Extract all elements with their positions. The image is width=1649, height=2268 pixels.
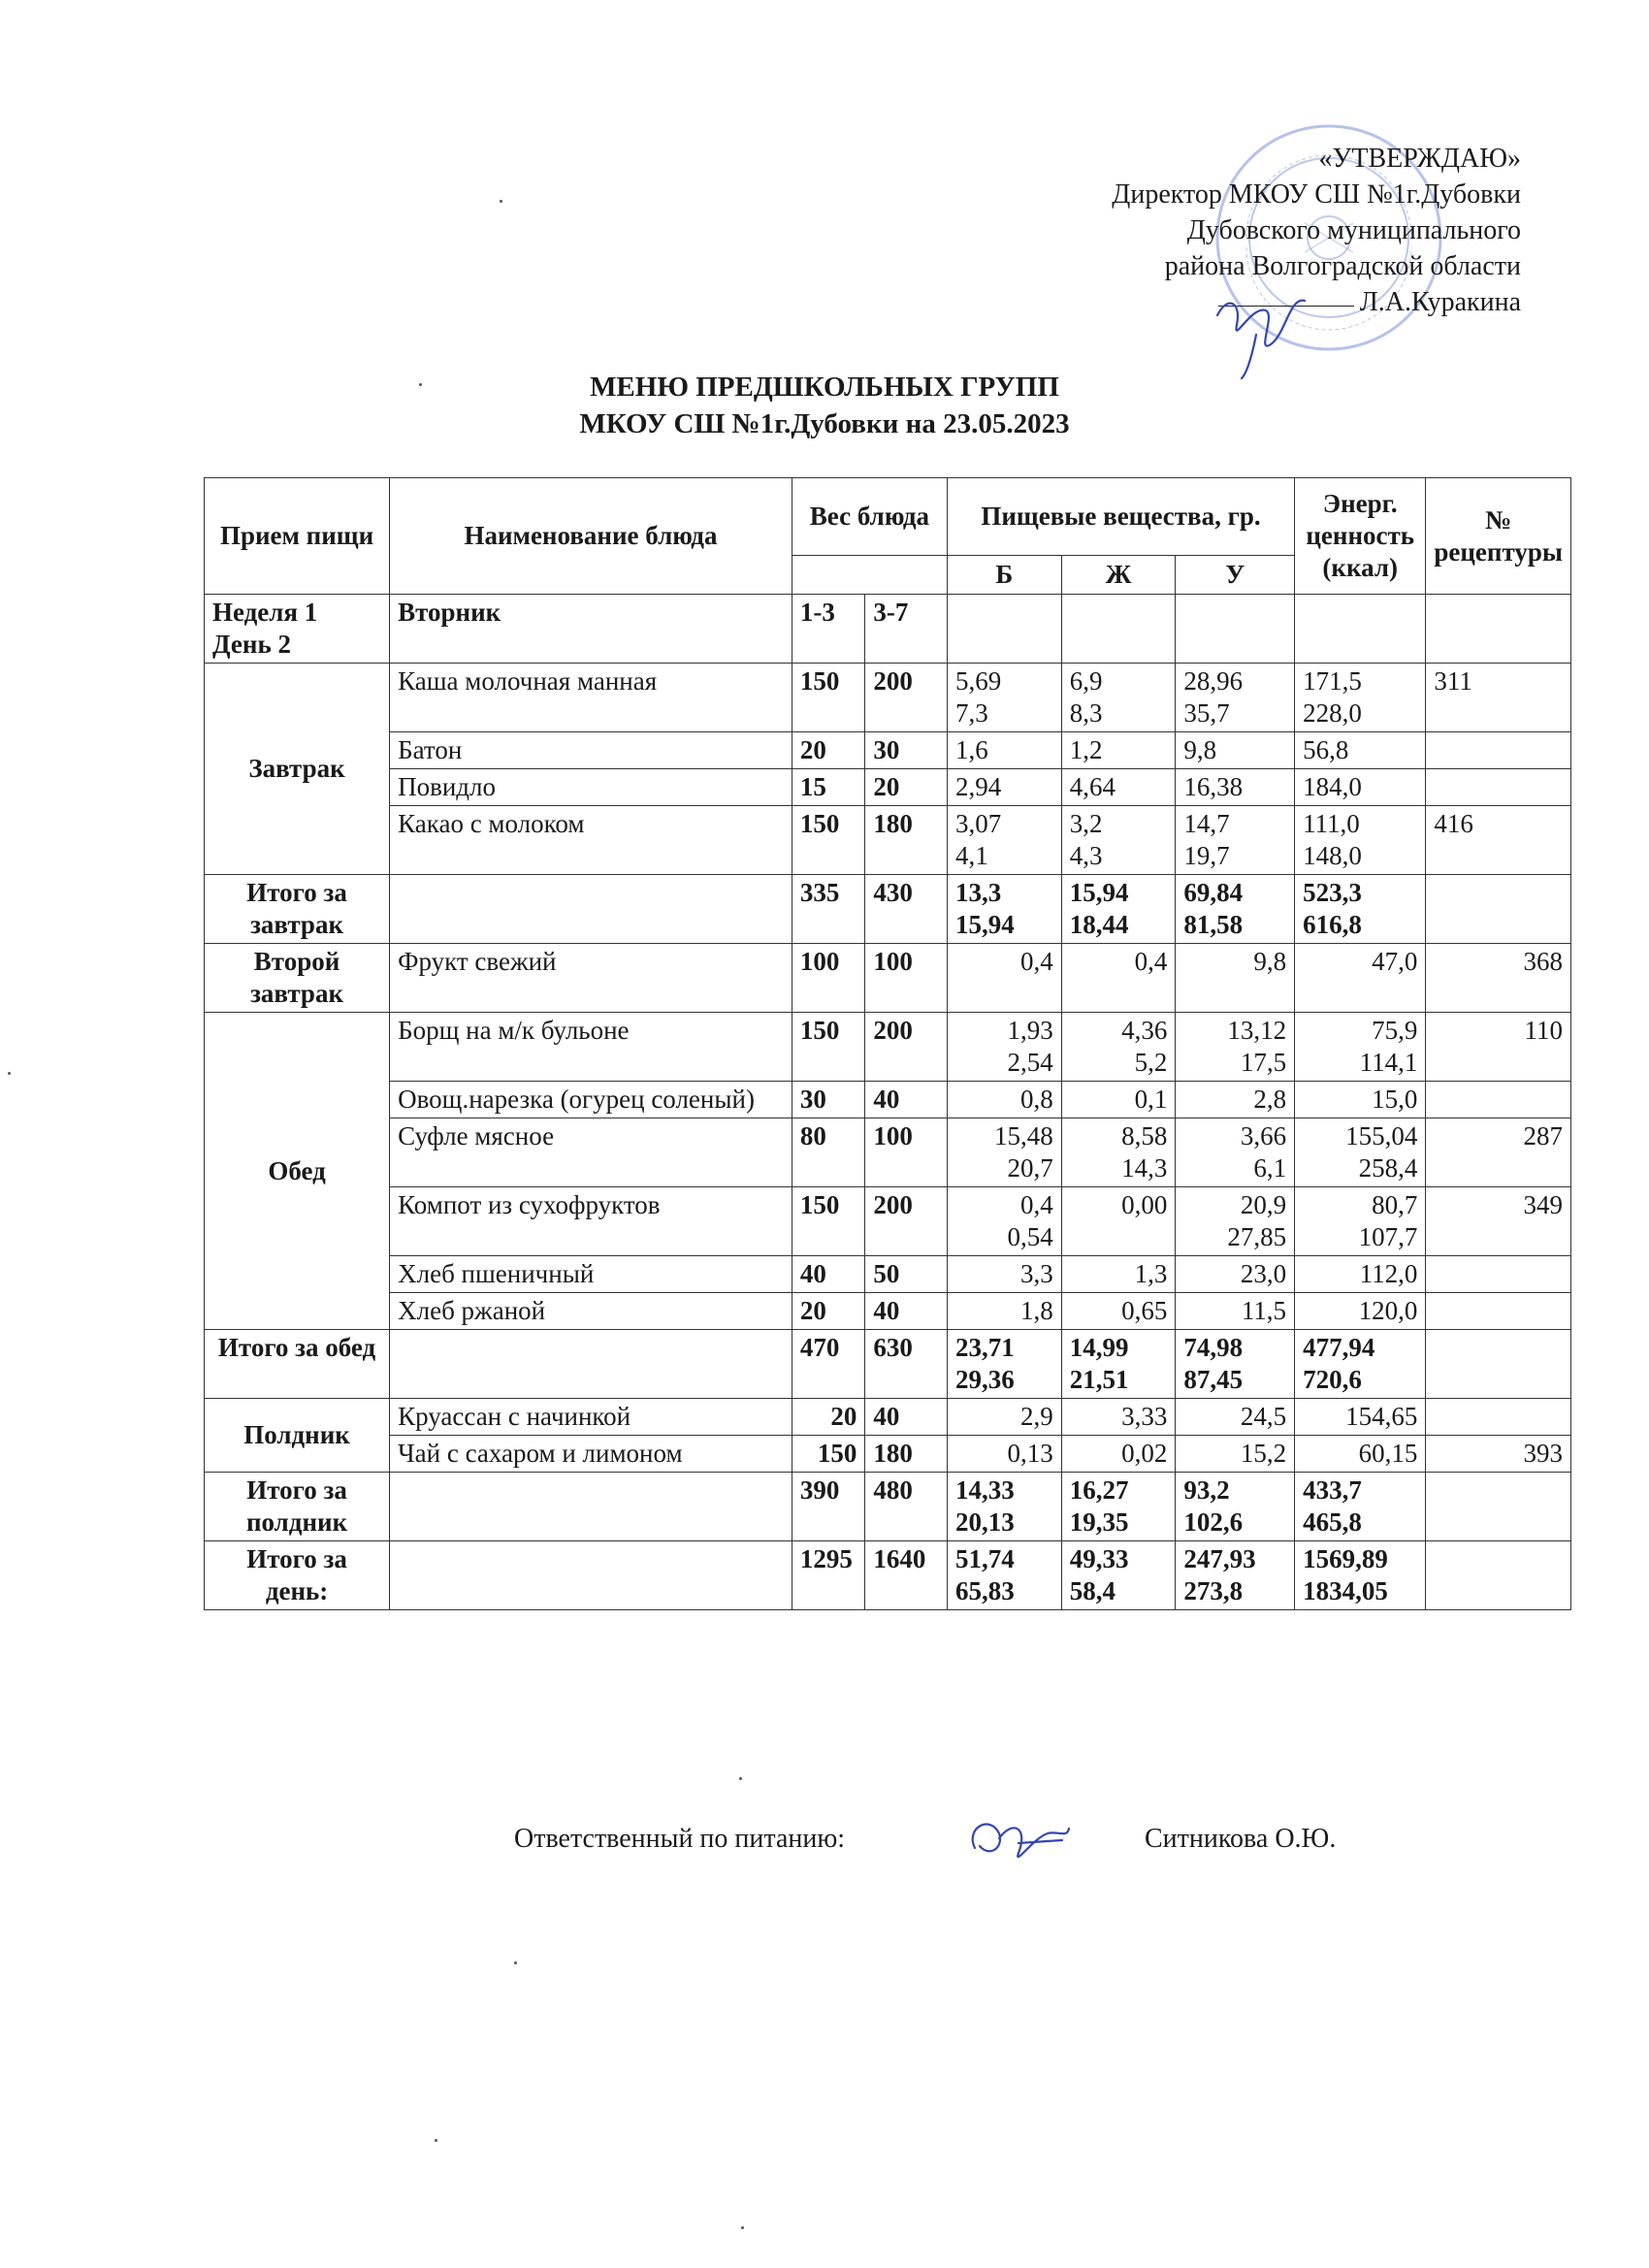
weight-1: 20 — [792, 1293, 865, 1330]
recipe-number: 349 — [1426, 1187, 1571, 1256]
value: 0,54 — [1007, 1222, 1053, 1251]
value: 3,07 — [954, 809, 1002, 838]
table-row — [205, 1187, 1571, 1256]
protein: 0,13 — [947, 1436, 1061, 1473]
value: 4,36 — [1121, 1016, 1168, 1045]
value: 1569,89 — [1303, 1544, 1388, 1573]
value: 17,5 — [1240, 1048, 1287, 1077]
fat — [1061, 664, 1176, 732]
scan-speck — [8, 1072, 11, 1075]
fat: 0,4 — [1061, 944, 1176, 1013]
empty-cell — [1295, 595, 1426, 664]
dish-name — [390, 1473, 792, 1541]
dish-name: Каша молочная манная — [390, 664, 792, 732]
energy: 47,0 — [1295, 944, 1426, 1013]
header-meal: Прием пищи — [205, 478, 390, 595]
weight-1: 150 — [792, 664, 865, 732]
empty-cell — [947, 595, 1061, 664]
carbs — [1176, 664, 1295, 732]
carbs — [1176, 1541, 1295, 1610]
energy: 184,0 — [1295, 769, 1426, 806]
carbs — [1176, 875, 1295, 944]
responsible-name: Ситникова О.Ю. — [1145, 1824, 1337, 1854]
recipe-number — [1426, 1293, 1571, 1330]
scan-speck — [435, 2139, 437, 2142]
day-total-row — [205, 1541, 1571, 1610]
approval-region: района Волгоградской области — [1164, 251, 1521, 281]
protein — [947, 875, 1061, 944]
weight-2: 1640 — [865, 1541, 948, 1610]
energy — [1295, 664, 1426, 732]
value: 16,27 — [1069, 1475, 1129, 1505]
value: 616,8 — [1303, 910, 1362, 939]
value: 14,3 — [1121, 1153, 1168, 1183]
fat — [1061, 1118, 1176, 1187]
value: 273,8 — [1183, 1576, 1244, 1605]
value: 74,98 — [1183, 1333, 1244, 1362]
carbs: 23,0 — [1176, 1256, 1295, 1293]
header-weight: Вес блюда — [792, 478, 947, 556]
fat — [1061, 1013, 1176, 1082]
fat — [1061, 1541, 1176, 1610]
header-nutrients: Пищевые вещества, гр. — [947, 478, 1294, 556]
table-row — [205, 1256, 1571, 1293]
approval-signer: Л.А.Куракина — [1359, 287, 1521, 317]
protein: 0,8 — [947, 1082, 1061, 1118]
protein — [947, 1187, 1061, 1256]
table-row — [205, 664, 1571, 732]
scan-speck — [514, 1961, 517, 1964]
fat: 3,33 — [1061, 1399, 1176, 1436]
value: 14,99 — [1069, 1333, 1129, 1362]
value: 35,7 — [1183, 698, 1230, 728]
table-row — [205, 944, 1571, 1013]
value: 80,7 — [1372, 1190, 1418, 1219]
fat: 1,2 — [1061, 732, 1176, 769]
value: 0,4 — [1019, 1190, 1053, 1219]
value: 49,33 — [1069, 1544, 1129, 1573]
value: 102,6 — [1183, 1507, 1244, 1537]
value: 27,85 — [1227, 1222, 1287, 1251]
weekday: Вторник — [390, 595, 792, 664]
weight-1: 470 — [792, 1330, 865, 1399]
responsible-label: Ответственный по питанию: — [514, 1824, 846, 1854]
header-zh: Ж — [1061, 556, 1176, 595]
table-row — [205, 769, 1571, 806]
value: 3,2 — [1069, 809, 1103, 838]
weight-2: 40 — [865, 1082, 948, 1118]
scan-speck — [500, 200, 502, 203]
value: 8,3 — [1069, 698, 1103, 728]
carbs: 9,8 — [1176, 732, 1295, 769]
weight-2: 40 — [865, 1399, 948, 1436]
document-title — [0, 369, 1649, 442]
value: 28,96 — [1183, 666, 1244, 696]
dish-name: Суфле мясное — [390, 1118, 792, 1187]
value: 15,94 — [1069, 878, 1129, 907]
meal-lunch: Обед — [205, 1013, 390, 1330]
dish-name: Повидло — [390, 769, 792, 806]
value: 23,71 — [954, 1333, 1015, 1362]
value: 5,69 — [954, 666, 1002, 696]
weight-1: 40 — [792, 1256, 865, 1293]
recipe-number — [1426, 875, 1571, 944]
protein — [947, 664, 1061, 732]
meal-snack: Полдник — [205, 1399, 390, 1473]
protein — [947, 1473, 1061, 1541]
header-row-1 — [205, 478, 1571, 556]
carbs: 16,38 — [1176, 769, 1295, 806]
value: 1834,05 — [1303, 1576, 1388, 1605]
dish-name: Борщ на м/к бульоне — [390, 1013, 792, 1082]
weight-2: 200 — [865, 1013, 948, 1082]
recipe-number — [1426, 769, 1571, 806]
protein — [947, 1541, 1061, 1610]
protein — [947, 1013, 1061, 1082]
fat: 0,00 — [1061, 1187, 1176, 1256]
dish-name: Какао с молоком — [390, 806, 792, 875]
lunch-total-row — [205, 1330, 1571, 1399]
age-group-1: 1-3 — [792, 595, 865, 664]
fat: 0,1 — [1061, 1082, 1176, 1118]
protein: 0,4 — [947, 944, 1061, 1013]
carbs — [1176, 806, 1295, 875]
title-line-1: МЕНЮ ПРЕДШКОЛЬНЫХ ГРУПП — [590, 372, 1059, 403]
protein — [947, 806, 1061, 875]
value: 13,3 — [954, 878, 1002, 907]
director-signature — [1198, 276, 1324, 383]
energy — [1295, 1541, 1426, 1610]
protein: 2,9 — [947, 1399, 1061, 1436]
value: 523,3 — [1303, 878, 1362, 907]
value: 477,94 — [1303, 1333, 1375, 1362]
dish-name: Хлеб ржаной — [390, 1293, 792, 1330]
approval-district: Дубовского муниципального — [1186, 215, 1521, 245]
table-row — [205, 1436, 1571, 1473]
table-row — [205, 1013, 1571, 1082]
week-label — [205, 595, 390, 664]
weight-1: 100 — [792, 944, 865, 1013]
energy — [1295, 1118, 1426, 1187]
weight-1: 150 — [792, 1436, 865, 1473]
protein — [947, 1330, 1061, 1399]
recipe-number — [1426, 732, 1571, 769]
value: 4,1 — [954, 841, 988, 870]
scan-speck — [419, 383, 422, 386]
value: 247,93 — [1183, 1544, 1256, 1573]
energy — [1295, 1330, 1426, 1399]
weight-2: 180 — [865, 806, 948, 875]
dish-name: Хлеб пшеничный — [390, 1256, 792, 1293]
energy: 60,15 — [1295, 1436, 1426, 1473]
menu-table — [204, 477, 1571, 1610]
value: 15,48 — [993, 1121, 1053, 1150]
meal-breakfast-total: Итого за завтрак — [205, 875, 390, 944]
dish-name: Чай с сахаром и лимоном — [390, 1436, 792, 1473]
recipe-number: 416 — [1426, 806, 1571, 875]
value: 7,3 — [954, 698, 988, 728]
header-u: У — [1176, 556, 1295, 595]
weight-2: 630 — [865, 1330, 948, 1399]
value: 155,04 — [1345, 1121, 1418, 1150]
energy: 56,8 — [1295, 732, 1426, 769]
value: 19,35 — [1069, 1507, 1129, 1537]
weight-1: 390 — [792, 1473, 865, 1541]
carbs — [1176, 1187, 1295, 1256]
dish-name — [390, 875, 792, 944]
value: 5,2 — [1134, 1048, 1168, 1077]
value: 465,8 — [1303, 1507, 1362, 1537]
recipe-number — [1426, 1541, 1571, 1610]
fat: 1,3 — [1061, 1256, 1176, 1293]
energy — [1295, 806, 1426, 875]
approval-heading: «УТВЕРЖДАЮ» — [1318, 144, 1521, 174]
value: 20,7 — [1007, 1153, 1053, 1183]
fat — [1061, 806, 1176, 875]
fat — [1061, 875, 1176, 944]
approval-position: Директор МКОУ СШ №1г.Дубовки — [1112, 179, 1521, 210]
recipe-number — [1426, 1082, 1571, 1118]
protein: 2,94 — [947, 769, 1061, 806]
recipe-number: 393 — [1426, 1436, 1571, 1473]
protein: 3,3 — [947, 1256, 1061, 1293]
value: 111,0 — [1303, 809, 1360, 838]
value: 58,4 — [1069, 1576, 1116, 1605]
empty-cell — [1176, 595, 1295, 664]
weight-2: 20 — [865, 769, 948, 806]
weight-1: 150 — [792, 806, 865, 875]
age-group-2: 3-7 — [865, 595, 948, 664]
value: 148,0 — [1303, 841, 1362, 870]
weight-2: 40 — [865, 1293, 948, 1330]
scan-speck — [739, 1777, 742, 1780]
weight-1: 150 — [792, 1013, 865, 1082]
header-recipe: № рецептуры — [1426, 478, 1571, 595]
value: 20,13 — [954, 1507, 1015, 1537]
value: 1,93 — [1007, 1016, 1053, 1045]
value: 18,44 — [1069, 910, 1129, 939]
recipe-number — [1426, 1399, 1571, 1436]
value: 4,3 — [1069, 841, 1103, 870]
energy: 120,0 — [1295, 1293, 1426, 1330]
value: 171,5 — [1303, 666, 1362, 696]
value: 87,45 — [1183, 1365, 1244, 1394]
value: 6,9 — [1069, 666, 1103, 696]
value: 114,1 — [1359, 1048, 1418, 1077]
table-row — [205, 1082, 1571, 1118]
week-number: Неделя 1 — [212, 598, 318, 627]
energy — [1295, 1013, 1426, 1082]
dish-name — [390, 1541, 792, 1610]
carbs: 9,8 — [1176, 944, 1295, 1013]
carbs: 24,5 — [1176, 1399, 1295, 1436]
value: 75,9 — [1372, 1016, 1418, 1045]
value: 13,12 — [1227, 1016, 1287, 1045]
recipe-number: 311 — [1426, 664, 1571, 732]
value: 51,74 — [954, 1544, 1015, 1573]
weight-2: 200 — [865, 664, 948, 732]
carbs — [1176, 1330, 1295, 1399]
protein: 1,6 — [947, 732, 1061, 769]
energy — [1295, 875, 1426, 944]
value: 65,83 — [954, 1576, 1015, 1605]
dish-name — [390, 1330, 792, 1399]
recipe-number: 287 — [1426, 1118, 1571, 1187]
fat: 0,65 — [1061, 1293, 1176, 1330]
scan-speck — [741, 2226, 744, 2229]
title-line-2: МКОУ СШ №1г.Дубовки на 23.05.2023 — [579, 408, 1070, 439]
value: 69,84 — [1183, 878, 1244, 907]
empty-cell — [1061, 595, 1176, 664]
value: 258,4 — [1358, 1153, 1418, 1183]
header-b: Б — [947, 556, 1061, 595]
header-dish: Наименование блюда — [390, 478, 792, 595]
meal-lunch-total: Итого за обед — [205, 1330, 390, 1399]
fat — [1061, 1330, 1176, 1399]
weight-1: 20 — [792, 1399, 865, 1436]
value: 81,58 — [1183, 910, 1244, 939]
fat — [1061, 1473, 1176, 1541]
carbs — [1176, 1473, 1295, 1541]
protein — [947, 1118, 1061, 1187]
weight-1: 1295 — [792, 1541, 865, 1610]
recipe-number — [1426, 1330, 1571, 1399]
value: 15,94 — [954, 910, 1015, 939]
value: 6,1 — [1253, 1153, 1287, 1183]
weight-1: 30 — [792, 1082, 865, 1118]
weight-1: 20 — [792, 732, 865, 769]
energy: 15,0 — [1295, 1082, 1426, 1118]
value: 2,54 — [1007, 1048, 1053, 1077]
value: 433,7 — [1303, 1475, 1362, 1505]
value: 29,36 — [954, 1365, 1015, 1394]
fat: 0,02 — [1061, 1436, 1176, 1473]
carbs — [1176, 1118, 1295, 1187]
value: 3,66 — [1240, 1121, 1287, 1150]
weight-2: 180 — [865, 1436, 948, 1473]
value: 228,0 — [1303, 698, 1362, 728]
carbs — [1176, 1013, 1295, 1082]
value: 8,58 — [1121, 1121, 1168, 1150]
weight-1: 80 — [792, 1118, 865, 1187]
weight-2: 200 — [865, 1187, 948, 1256]
weight-2: 100 — [865, 1118, 948, 1187]
header-weight-blank — [792, 556, 947, 595]
energy — [1295, 1473, 1426, 1541]
carbs: 15,2 — [1176, 1436, 1295, 1473]
value: 14,7 — [1183, 809, 1230, 838]
dish-name: Круассан с начинкой — [390, 1399, 792, 1436]
header-energy: Энерг. ценность (ккал) — [1295, 478, 1426, 595]
table-row — [205, 1118, 1571, 1187]
breakfast-total-row — [205, 875, 1571, 944]
weight-2: 430 — [865, 875, 948, 944]
day-number: День 2 — [212, 630, 291, 659]
carbs: 11,5 — [1176, 1293, 1295, 1330]
value: 107,7 — [1358, 1222, 1418, 1251]
energy: 112,0 — [1295, 1256, 1426, 1293]
weight-1: 15 — [792, 769, 865, 806]
dish-name: Батон — [390, 732, 792, 769]
day-total-label: Итого за день: — [205, 1541, 390, 1610]
snack-total-row — [205, 1473, 1571, 1541]
protein: 1,8 — [947, 1293, 1061, 1330]
value: 720,6 — [1303, 1365, 1362, 1394]
meal-snack-total: Итого за полдник — [205, 1473, 390, 1541]
recipe-number — [1426, 1256, 1571, 1293]
value: 20,9 — [1240, 1190, 1287, 1219]
responsible-signature — [960, 1799, 1077, 1877]
weight-2: 100 — [865, 944, 948, 1013]
recipe-number — [1426, 1473, 1571, 1541]
energy — [1295, 1187, 1426, 1256]
meal-second-breakfast: Второй завтрак — [205, 944, 390, 1013]
energy: 154,65 — [1295, 1399, 1426, 1436]
table-row — [205, 806, 1571, 875]
carbs: 2,8 — [1176, 1082, 1295, 1118]
value: 21,51 — [1069, 1365, 1129, 1394]
value: 14,33 — [954, 1475, 1015, 1505]
dish-name: Овощ.нарезка (огурец соленый) — [390, 1082, 792, 1118]
dish-name: Фрукт свежий — [390, 944, 792, 1013]
table-row — [205, 1293, 1571, 1330]
value: 19,7 — [1183, 841, 1230, 870]
weight-2: 50 — [865, 1256, 948, 1293]
week-row — [205, 595, 1571, 664]
value: 93,2 — [1183, 1475, 1230, 1505]
table-row — [205, 732, 1571, 769]
weight-1: 335 — [792, 875, 865, 944]
recipe-number: 368 — [1426, 944, 1571, 1013]
table-row — [205, 1399, 1571, 1436]
weight-1: 150 — [792, 1187, 865, 1256]
weight-2: 30 — [865, 732, 948, 769]
meal-breakfast: Завтрак — [205, 664, 390, 875]
weight-2: 480 — [865, 1473, 948, 1541]
fat: 4,64 — [1061, 769, 1176, 806]
empty-cell — [1426, 595, 1571, 664]
dish-name: Компот из сухофруктов — [390, 1187, 792, 1256]
recipe-number: 110 — [1426, 1013, 1571, 1082]
